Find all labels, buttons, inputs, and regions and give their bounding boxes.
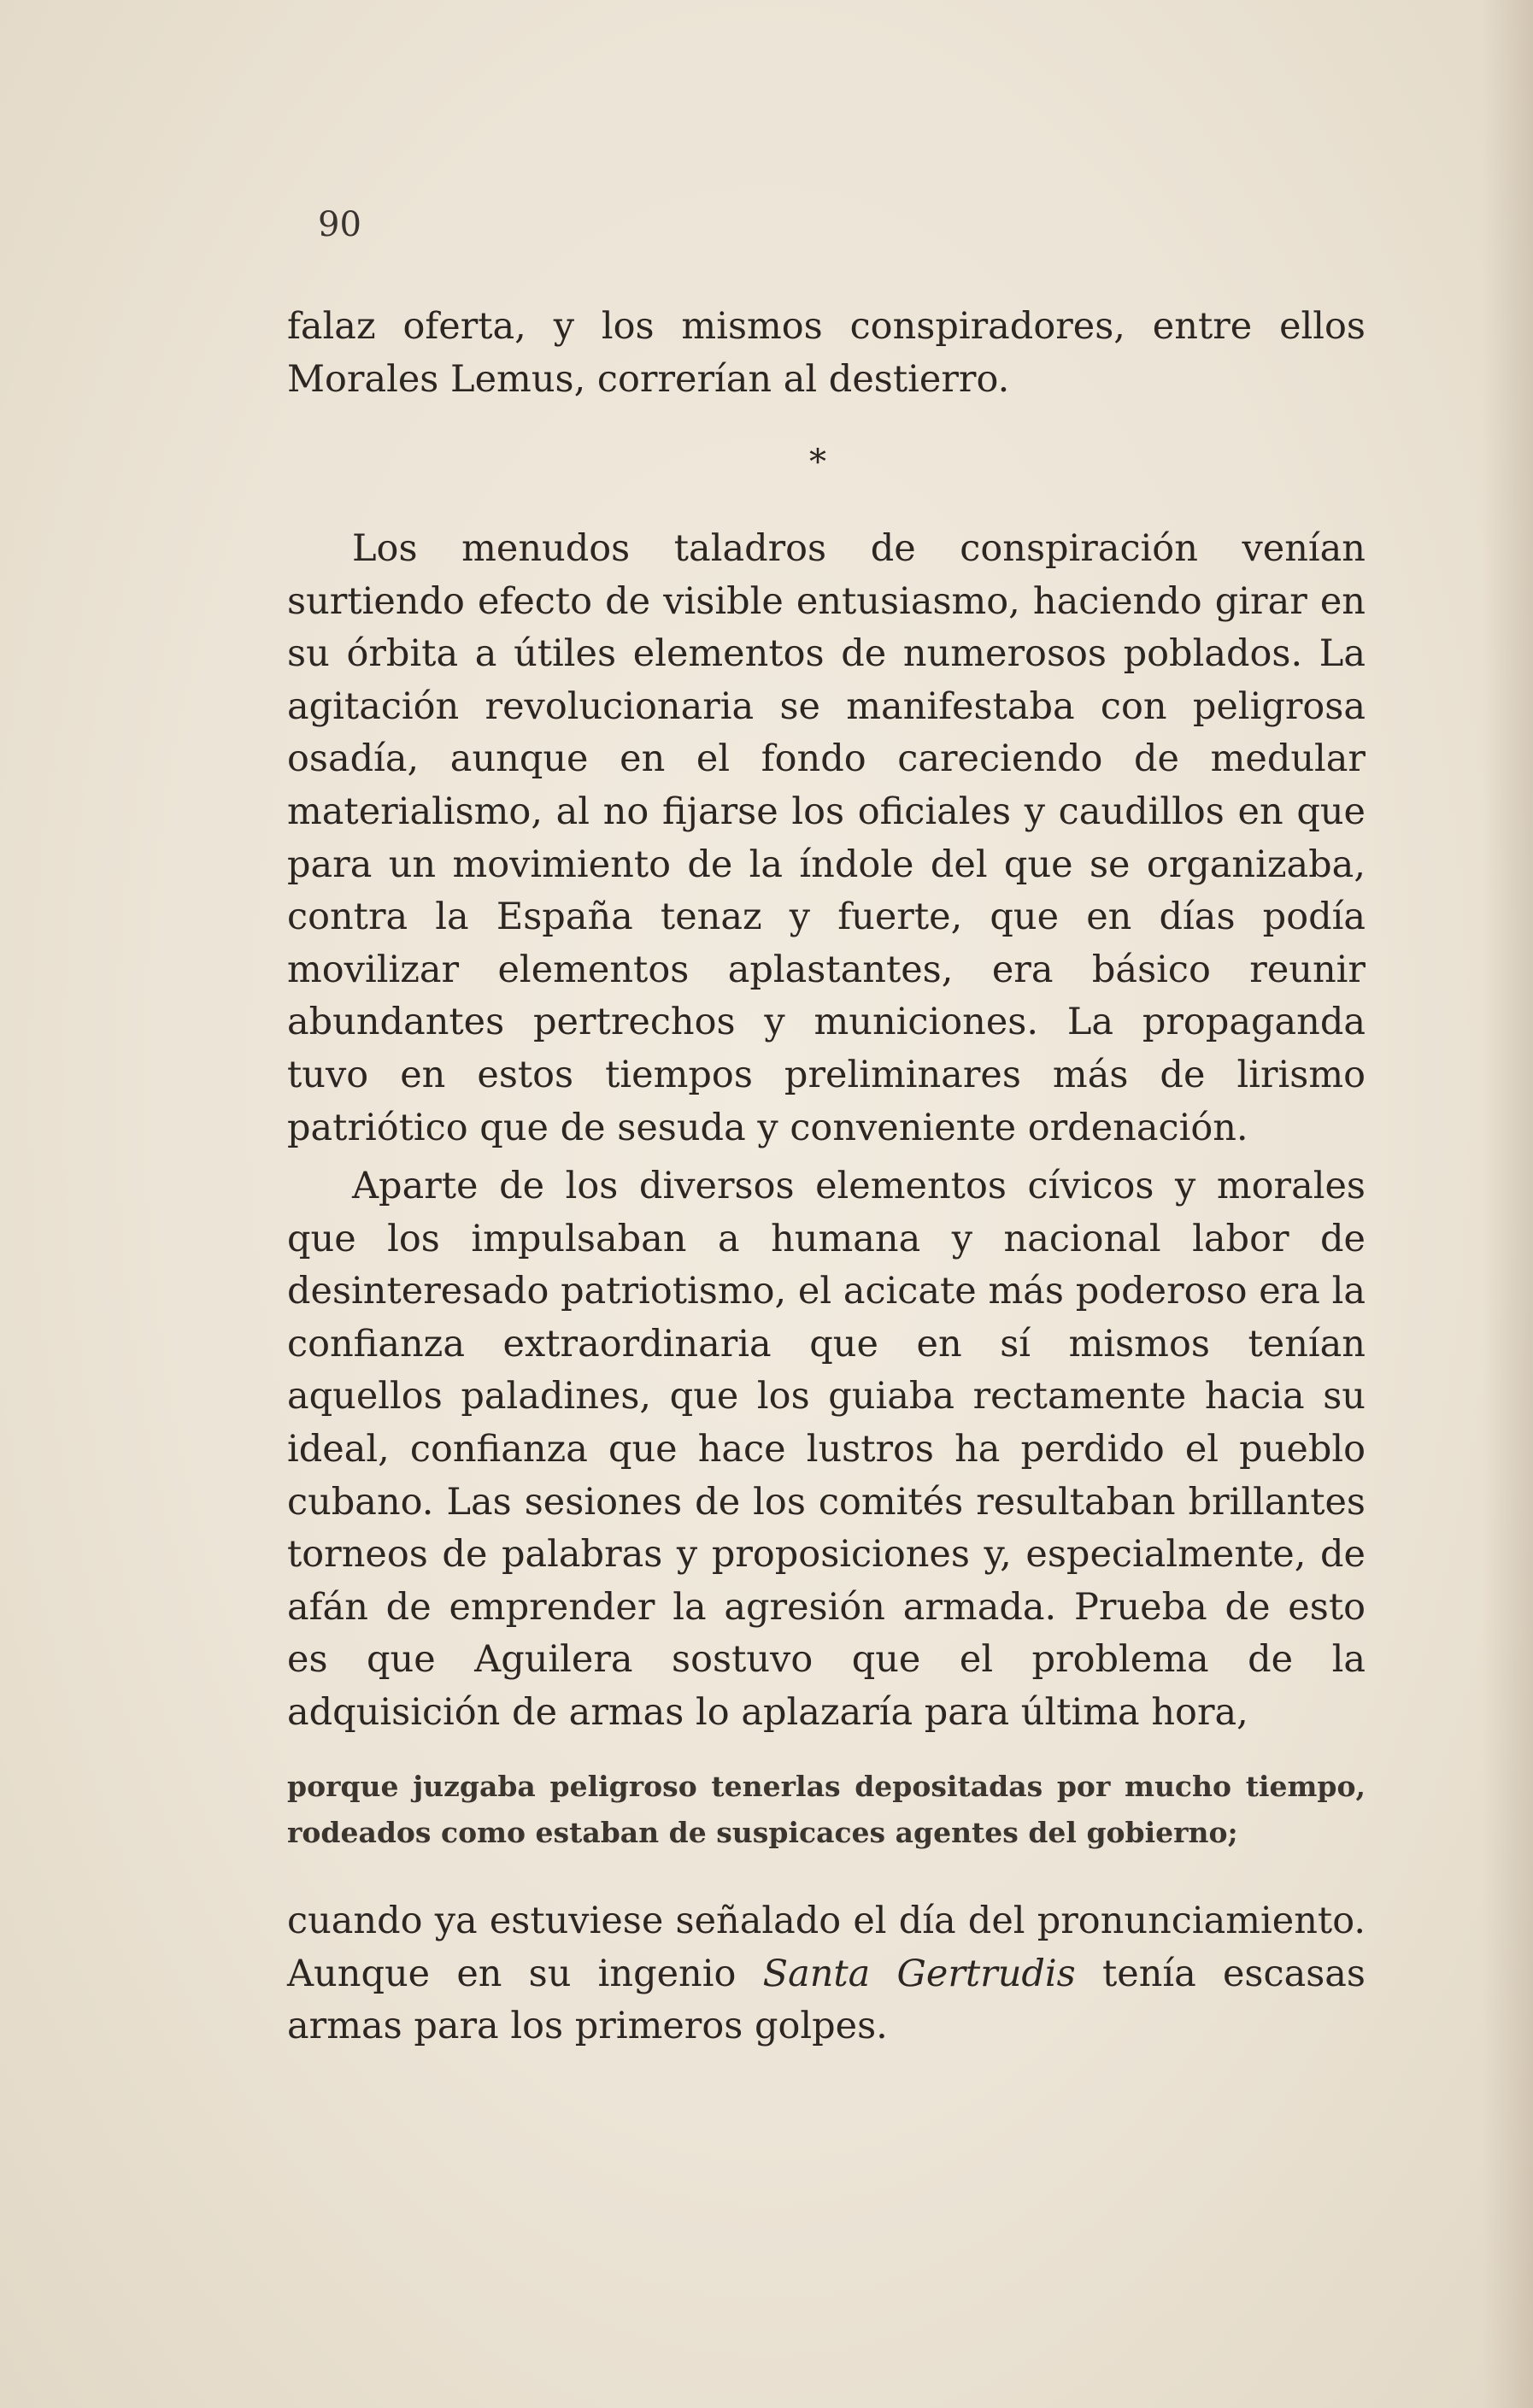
quoted-note: porque juzgaba peligroso tenerlas depositadas por mucho tiempo, rodeados como estaban de suspicaces agentes del gobierno; <box>287 1770 1366 1849</box>
section-separator-asterisk: * <box>809 443 826 482</box>
paragraph-cuando-part1: cuando ya estuviese señalado el día del pronunciamiento. Aunque en su ingenio <box>287 1900 1366 1995</box>
ingenio-name-italic: Santa Gertrudis <box>762 1952 1076 1995</box>
paragraph-cuando <box>287 1895 1366 2053</box>
page-number: 90 <box>318 205 361 244</box>
paragraph-falaz-oferta: falaz oferta, y los mismos conspiradores, entre ellos Morales Lemus, correrían al destierro. <box>287 305 1366 401</box>
paragraph-aparte: Aparte de los diversos elementos cívicos y morales que los impulsaban a humana y nacional labor de desinteresado patriotismo, el acicate más poderoso era la confianza extraordinaria que en sí mismos tenían aquellos paladines, que los guiaba rectamente hacia su ideal, confianza que hace lustros ha perdido el pueblo cubano. Las sesiones de los comités resultaban brillantes torneos de palabras y proposiciones y, especialmente, de afán de emprender la agresión armada. Prueba de esto es que Aguilera sostuvo que el problema de la adquisición de armas lo aplazaría para última hora, <box>287 1165 1366 1734</box>
paragraph-cuando-part2: tenía escasas armas para los primeros golpes. <box>287 1952 1366 2048</box>
paragraph-los-menudos: Los menudos taladros de conspiración venían surtiendo efecto de visible entusiasmo, haciendo girar en su órbita a útiles elementos de numerosos poblados. La agitación revolucionaria se manifestaba con peligrosa osadía, aunque en el fondo careciendo de medular materialismo, al no fijarse los oficiales y caudillos en que para un movimiento de la índole del que se organizaba, contra la España tenaz y fuerte, que en días podía movilizar elementos aplastantes, era básico reunir abundantes pertrechos y municiones. La propaganda tuvo en estos tiempos preliminares más de lirismo patriótico que de sesuda y conveniente ordenación. <box>287 527 1366 1149</box>
